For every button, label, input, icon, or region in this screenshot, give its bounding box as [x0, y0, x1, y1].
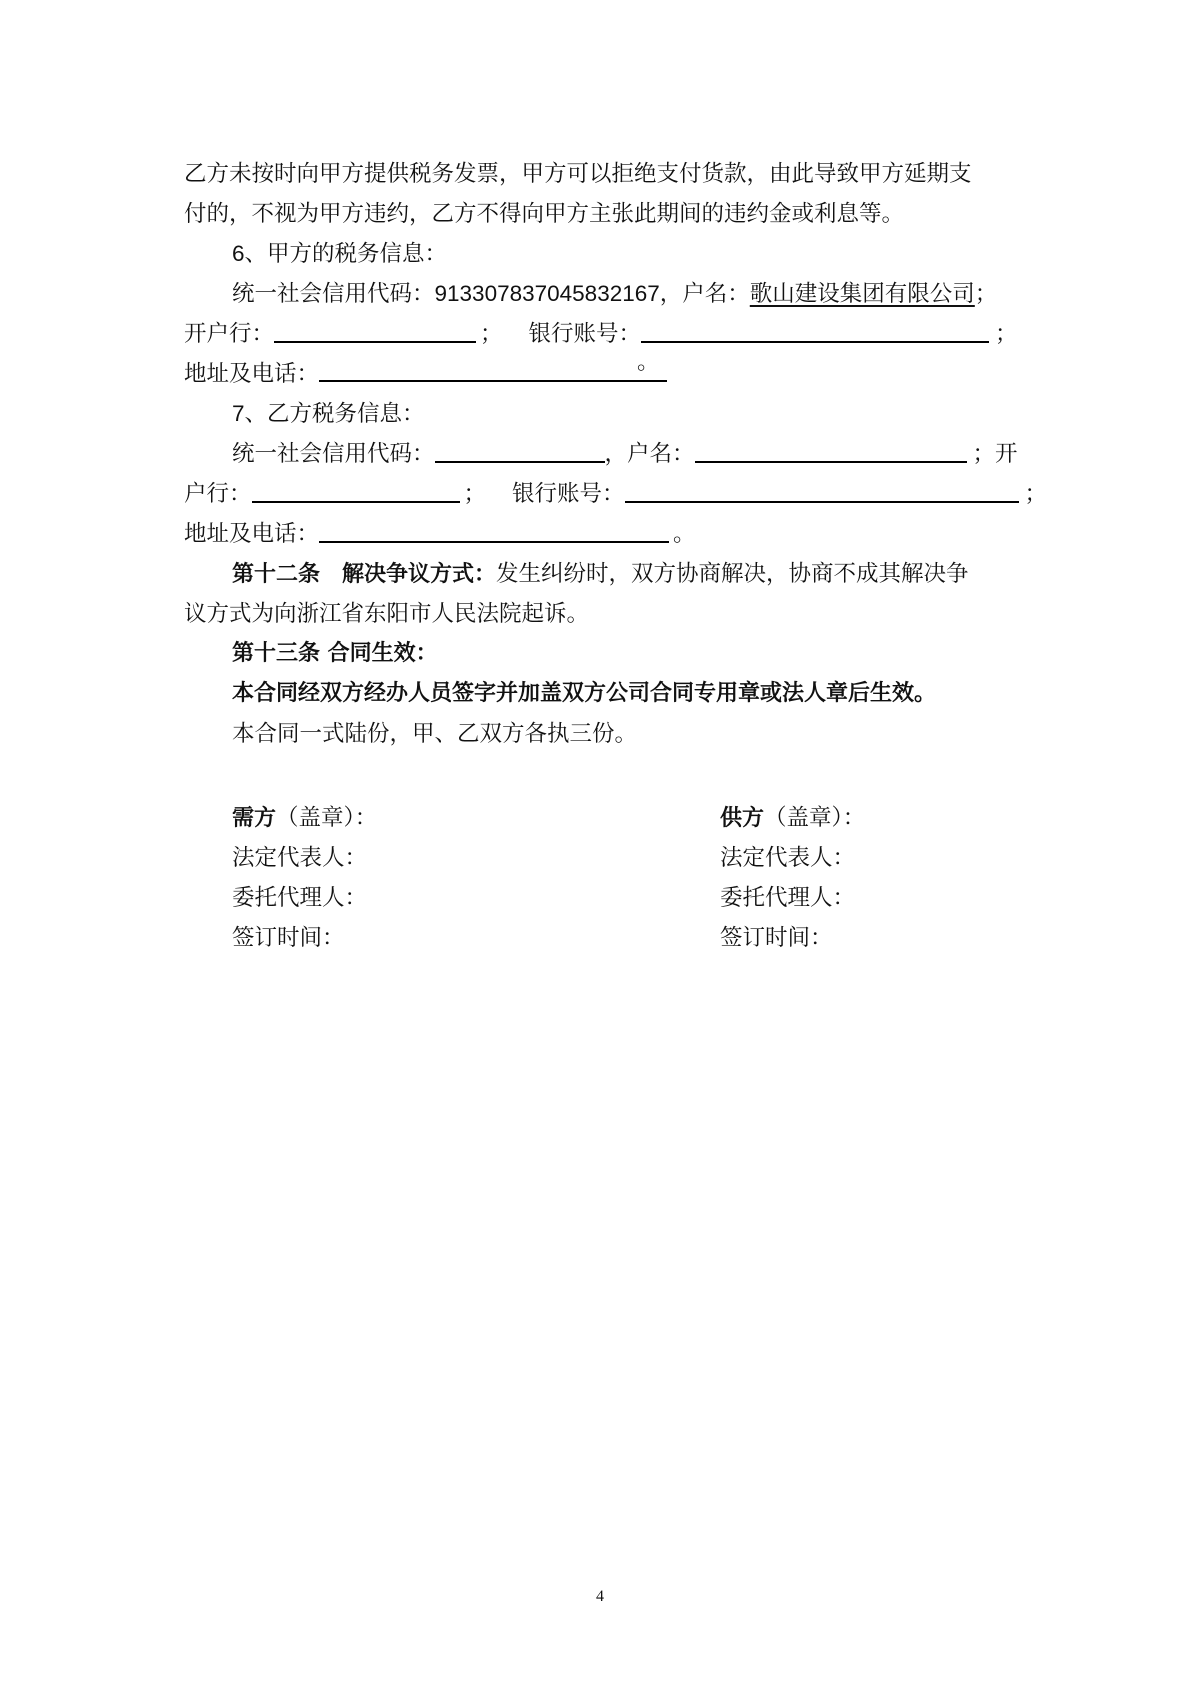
- account-name-label: ，户名：: [659, 281, 750, 307]
- bank-label: 户行：: [184, 481, 252, 507]
- party-b-tax-title: 、乙方税务信息：: [244, 401, 425, 427]
- invoice-clause-text-2: 付的，不视为甲方违约，乙方不得向甲方主张此期间的违约金或利息等。: [184, 201, 905, 227]
- article-12-line-1: [232, 554, 1024, 595]
- buyer-agent: 委托代理人：: [232, 885, 368, 911]
- supplier-legal-rep: 法定代表人：: [720, 845, 856, 871]
- invoice-clause-line-2: [184, 194, 1024, 234]
- party-a-bank-line: [184, 314, 1024, 354]
- supplier-party-label: 供方: [720, 806, 765, 831]
- party-b-address-line: [184, 514, 1024, 554]
- period: 。: [637, 349, 660, 375]
- article-12-title: 第十二条 解决争议方式：: [232, 562, 497, 587]
- account-number-label: 银行账号：: [528, 321, 642, 347]
- party-a-address-line: [184, 349, 1024, 394]
- article-13-bold-clause: 本合同经双方经办人员签字并加盖双方公司合同专用章或法人章后生效。: [232, 681, 937, 706]
- party-a-credit-line: [232, 274, 1024, 314]
- party-a-credit-code: 913307837045832167: [434, 281, 660, 306]
- party-b-address-blank: [319, 517, 669, 543]
- supplier-agent: 委托代理人：: [720, 885, 856, 911]
- supplier-party-line: [720, 798, 865, 839]
- semicolon: ；: [1024, 481, 1048, 507]
- party-b-tax-number: 7: [232, 401, 245, 426]
- invoice-clause-line-1: [184, 154, 1024, 194]
- bank-label: 开户行：: [184, 321, 275, 347]
- copies-clause: 本合同一式陆份，甲、乙双方各执三份。: [232, 721, 638, 747]
- buyer-sign-date: 签订时间：: [232, 925, 345, 951]
- party-b-tax-heading: [232, 394, 1024, 434]
- buyer-party-label: 需方: [232, 806, 277, 831]
- account-number-label: 银行账号：: [512, 481, 625, 507]
- party-a-account-blank: [641, 317, 989, 343]
- article-12-text-2: 议方式为向浙江省东阳市人民法院起诉。: [184, 601, 590, 627]
- page-number: 4: [596, 1588, 604, 1605]
- seal-label: （盖章）：: [276, 805, 378, 831]
- party-a-tax-heading: [232, 234, 1024, 274]
- buyer-legal-rep: 法定代表人：: [232, 845, 368, 871]
- credit-code-label: 统一社会信用代码：: [232, 281, 435, 307]
- semicolon-open: ；开: [972, 441, 1018, 467]
- semicolon: ；: [463, 481, 487, 507]
- credit-code-label: 统一社会信用代码：: [232, 441, 435, 467]
- buyer-party-line: [232, 798, 377, 839]
- semicolon: ；: [974, 281, 998, 307]
- article-12-line-2: [184, 594, 1024, 634]
- party-a-bank-blank: [274, 317, 476, 343]
- party-b-credit-line: [232, 434, 1024, 474]
- party-a-address-blank: [319, 349, 667, 382]
- supplier-sign-date: 签订时间：: [720, 925, 833, 951]
- party-b-bank-blank: [252, 477, 460, 503]
- article-13-title: 第十三条 合同生效：: [232, 641, 438, 666]
- seal-label: （盖章）：: [764, 805, 866, 831]
- semicolon: ；: [480, 321, 503, 347]
- party-b-account-name-blank: [695, 437, 967, 463]
- party-a-account-name: 歌山建设集团有限公司: [749, 281, 975, 307]
- article-12-text-1: 发生纠纷时，双方协商解决，协商不成其解决争: [496, 561, 969, 587]
- period: 。: [673, 521, 696, 547]
- party-b-credit-blank: [435, 437, 605, 463]
- party-b-account-blank: [625, 477, 1019, 503]
- party-b-bank-line: [184, 474, 1048, 514]
- address-label: 地址及电话：: [184, 361, 320, 387]
- semicolon: ；: [995, 321, 1018, 347]
- party-a-tax-title: 、甲方的税务信息：: [244, 241, 448, 267]
- party-a-tax-number: 6: [232, 241, 245, 266]
- account-name-label: ，户名：: [604, 441, 695, 467]
- address-label: 地址及电话：: [184, 521, 320, 547]
- invoice-clause-text-1: 乙方未按时向甲方提供税务发票，甲方可以拒绝支付货款，由此导致甲方延期支: [184, 161, 972, 187]
